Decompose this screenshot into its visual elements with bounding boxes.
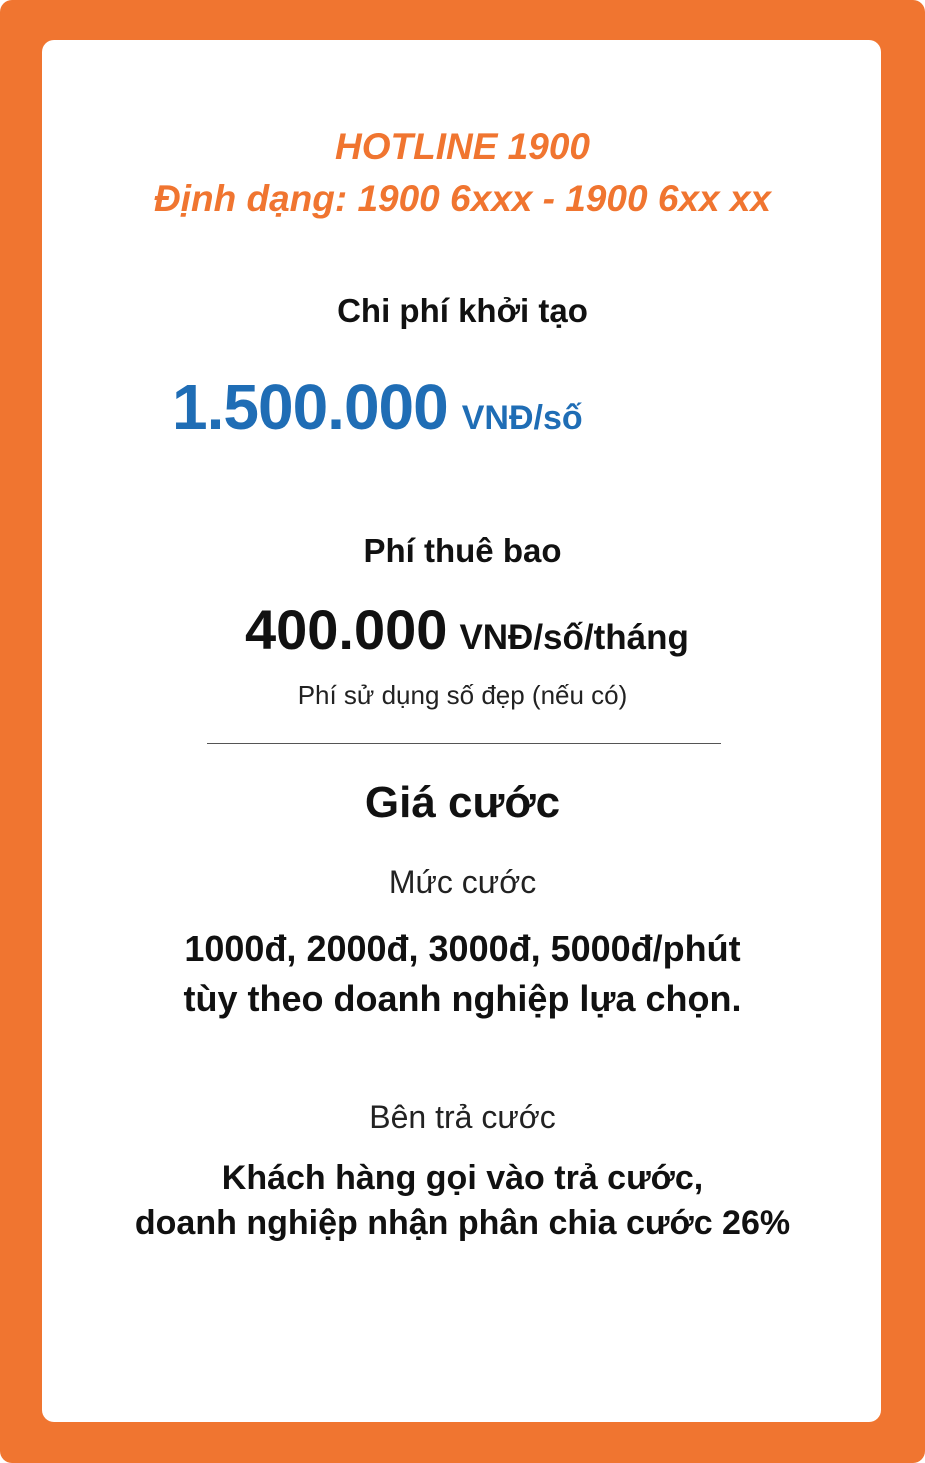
payer-label: Bên trả cước bbox=[369, 1099, 556, 1135]
hotline-title: HOTLINE 1900 bbox=[335, 126, 590, 167]
hotline-format: Định dạng: 1900 6xxx - 1900 6xx xx bbox=[153, 178, 771, 219]
subscription-note: Phí sử dụng số đẹp (nếu có) bbox=[297, 680, 628, 710]
subscription-label: Phí thuê bao bbox=[363, 532, 562, 569]
setup-fee-label: Chi phí khởi tạo bbox=[337, 292, 588, 329]
subscription-amount: 400.000 bbox=[245, 598, 448, 661]
subscription-price bbox=[245, 597, 689, 662]
subscription-unit: VNĐ/số/tháng bbox=[459, 618, 689, 657]
setup-fee-price bbox=[172, 370, 583, 444]
rate-level-line-1: 1000đ, 2000đ, 3000đ, 5000đ/phút bbox=[184, 928, 741, 969]
payer-line-1: Khách hàng gọi vào trả cước, bbox=[221, 1159, 704, 1197]
setup-fee-amount: 1.500.000 bbox=[172, 371, 448, 443]
divider bbox=[207, 743, 721, 744]
rates-title: Giá cước bbox=[364, 778, 561, 827]
setup-fee-unit: VNĐ/số bbox=[461, 399, 583, 437]
rate-level-line-2: tùy theo doanh nghiệp lựa chọn. bbox=[183, 978, 742, 1019]
payer-line-2: doanh nghiệp nhận phân chia cước 26% bbox=[134, 1204, 791, 1242]
rate-level-label: Mức cước bbox=[388, 864, 537, 900]
